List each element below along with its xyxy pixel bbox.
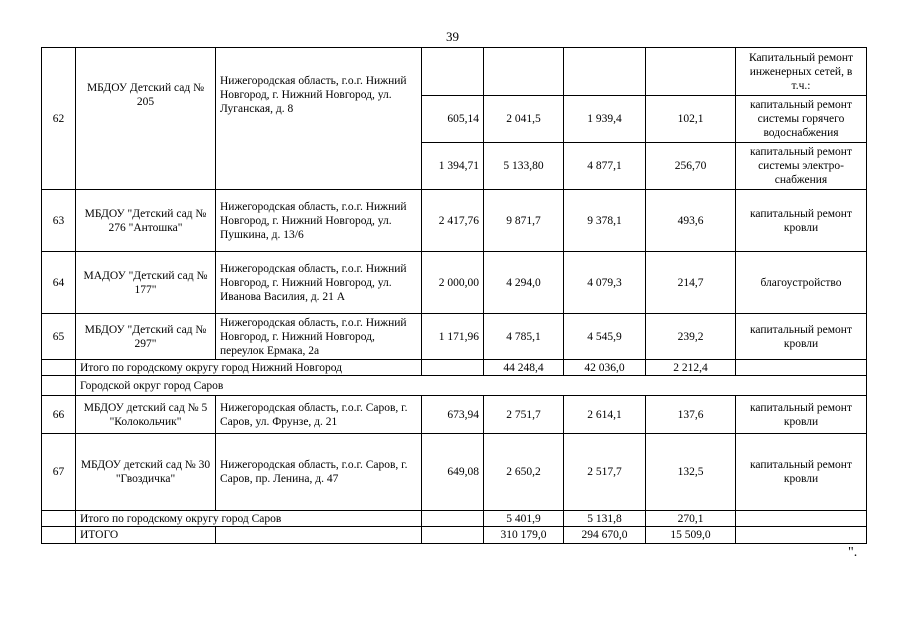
subtotal-label: Итого по городскому округу город Саров bbox=[76, 511, 422, 527]
work-type: капитальный ремонт кровли bbox=[736, 314, 867, 360]
row-number: 64 bbox=[42, 252, 76, 314]
total-value: 9 871,7 bbox=[484, 190, 564, 252]
institution-address: Нижегородская область, г.о.г. Саров, г. Саров, пр. Ленина, д. 47 bbox=[216, 434, 422, 511]
federal-value: 4 877,1 bbox=[564, 143, 646, 190]
federal-value: 42 036,0 bbox=[564, 360, 646, 376]
federal-value: 1 939,4 bbox=[564, 96, 646, 143]
federal-cell-empty bbox=[564, 48, 646, 96]
local-value: 214,7 bbox=[646, 252, 736, 314]
institution-name: МБДОУ "Детский сад № 297" bbox=[76, 314, 216, 360]
row-number: 65 bbox=[42, 314, 76, 360]
work-cell-empty bbox=[736, 511, 867, 527]
grand-total-row bbox=[42, 527, 867, 544]
local-value: 137,6 bbox=[646, 396, 736, 434]
total-cell-empty bbox=[484, 48, 564, 96]
area-value: 673,94 bbox=[422, 396, 484, 434]
subtotal-label: Итого по городскому округу город Нижний Новгород bbox=[76, 360, 422, 376]
grand-total-label: ИТОГО bbox=[76, 527, 216, 544]
local-value: 256,70 bbox=[646, 143, 736, 190]
local-value: 15 509,0 bbox=[646, 527, 736, 544]
table-row bbox=[42, 396, 867, 434]
area-cell-empty bbox=[422, 48, 484, 96]
local-value: 132,5 bbox=[646, 434, 736, 511]
area-value: 1 171,96 bbox=[422, 314, 484, 360]
work-type: капитальный ремонт системы горячего водоснабжения bbox=[736, 96, 867, 143]
total-value: 2 650,2 bbox=[484, 434, 564, 511]
total-value: 4 294,0 bbox=[484, 252, 564, 314]
area-value: 649,08 bbox=[422, 434, 484, 511]
local-value: 239,2 bbox=[646, 314, 736, 360]
institution-name: МБДОУ детский сад № 5 "Колокольчик" bbox=[76, 396, 216, 434]
institution-name: МБДОУ Детский сад № 205 bbox=[76, 48, 216, 143]
row-number: 66 bbox=[42, 396, 76, 434]
federal-value: 9 378,1 bbox=[564, 190, 646, 252]
work-type: благоустройство bbox=[736, 252, 867, 314]
name-cell-empty bbox=[76, 143, 216, 190]
institution-address: Нижегородская область, г.о.г. Нижний Новгород, г. Нижний Новгород, переулок Ермака, 2а bbox=[216, 314, 422, 360]
row-number: 62 bbox=[42, 48, 76, 190]
institution-address: Нижегородская область, г.о.г. Нижний Новгород, г. Нижний Новгород, ул. Луганская, д. 8 bbox=[216, 48, 422, 143]
local-value: 102,1 bbox=[646, 96, 736, 143]
area-cell-empty bbox=[422, 360, 484, 376]
work-type-header: Капитальный ремонт инженерных сетей, в т.ч.: bbox=[736, 48, 867, 96]
row-number-empty bbox=[42, 511, 76, 527]
area-value: 2 417,76 bbox=[422, 190, 484, 252]
total-value: 4 785,1 bbox=[484, 314, 564, 360]
row-number: 67 bbox=[42, 434, 76, 511]
area-value: 1 394,71 bbox=[422, 143, 484, 190]
total-value: 5 133,80 bbox=[484, 143, 564, 190]
address-cell-empty bbox=[216, 143, 422, 190]
federal-value: 4 545,9 bbox=[564, 314, 646, 360]
total-value: 5 401,9 bbox=[484, 511, 564, 527]
area-value: 2 000,00 bbox=[422, 252, 484, 314]
area-cell-empty bbox=[422, 511, 484, 527]
subtotal-row bbox=[42, 511, 867, 527]
subtotal-row bbox=[42, 360, 867, 376]
federal-value: 2 517,7 bbox=[564, 434, 646, 511]
area-cell-empty bbox=[422, 527, 484, 544]
institution-name: МАДОУ "Детский сад № 177" bbox=[76, 252, 216, 314]
institution-address: Нижегородская область, г.о.г. Нижний Новгород, г. Нижний Новгород, ул. Иванова Василия, д. 21 А bbox=[216, 252, 422, 314]
row-number: 63 bbox=[42, 190, 76, 252]
total-value: 310 179,0 bbox=[484, 527, 564, 544]
work-type: капитальный ремонт кровли bbox=[736, 396, 867, 434]
group-label: Городской округ город Саров bbox=[76, 376, 867, 396]
federal-value: 294 670,0 bbox=[564, 527, 646, 544]
local-value: 2 212,4 bbox=[646, 360, 736, 376]
address-cell-empty bbox=[216, 527, 422, 544]
local-value: 493,6 bbox=[646, 190, 736, 252]
local-cell-empty bbox=[646, 48, 736, 96]
row-number-empty bbox=[42, 376, 76, 396]
group-header-row bbox=[42, 376, 867, 396]
table-row bbox=[42, 143, 867, 190]
work-type: капитальный ремонт системы электро-снабжения bbox=[736, 143, 867, 190]
institution-name: МБДОУ "Детский сад № 276 "Антошка" bbox=[76, 190, 216, 252]
institution-address: Нижегородская область, г.о.г. Нижний Новгород, г. Нижний Новгород, ул. Пушкина, д. 13/6 bbox=[216, 190, 422, 252]
work-type: капитальный ремонт кровли bbox=[736, 190, 867, 252]
total-value: 2 041,5 bbox=[484, 96, 564, 143]
work-cell-empty bbox=[736, 527, 867, 544]
work-type: капитальный ремонт кровли bbox=[736, 434, 867, 511]
table-row bbox=[42, 190, 867, 252]
table-row bbox=[42, 48, 867, 96]
federal-value: 5 131,8 bbox=[564, 511, 646, 527]
institution-address: Нижегородская область, г.о.г. Саров, г. Саров, ул. Фрунзе, д. 21 bbox=[216, 396, 422, 434]
row-number-empty bbox=[42, 527, 76, 544]
page-number: 39 bbox=[446, 29, 459, 44]
federal-value: 2 614,1 bbox=[564, 396, 646, 434]
federal-value: 4 079,3 bbox=[564, 252, 646, 314]
table-row bbox=[42, 314, 867, 360]
row-number-empty bbox=[42, 360, 76, 376]
institution-name: МБДОУ детский сад № 30 "Гвоздичка" bbox=[76, 434, 216, 511]
table-row bbox=[42, 434, 867, 511]
local-value: 270,1 bbox=[646, 511, 736, 527]
area-value: 605,14 bbox=[422, 96, 484, 143]
table-row bbox=[42, 252, 867, 314]
work-cell-empty bbox=[736, 360, 867, 376]
total-value: 2 751,7 bbox=[484, 396, 564, 434]
total-value: 44 248,4 bbox=[484, 360, 564, 376]
closing-quote-mark: ". bbox=[848, 545, 858, 560]
objects-table bbox=[41, 47, 867, 544]
